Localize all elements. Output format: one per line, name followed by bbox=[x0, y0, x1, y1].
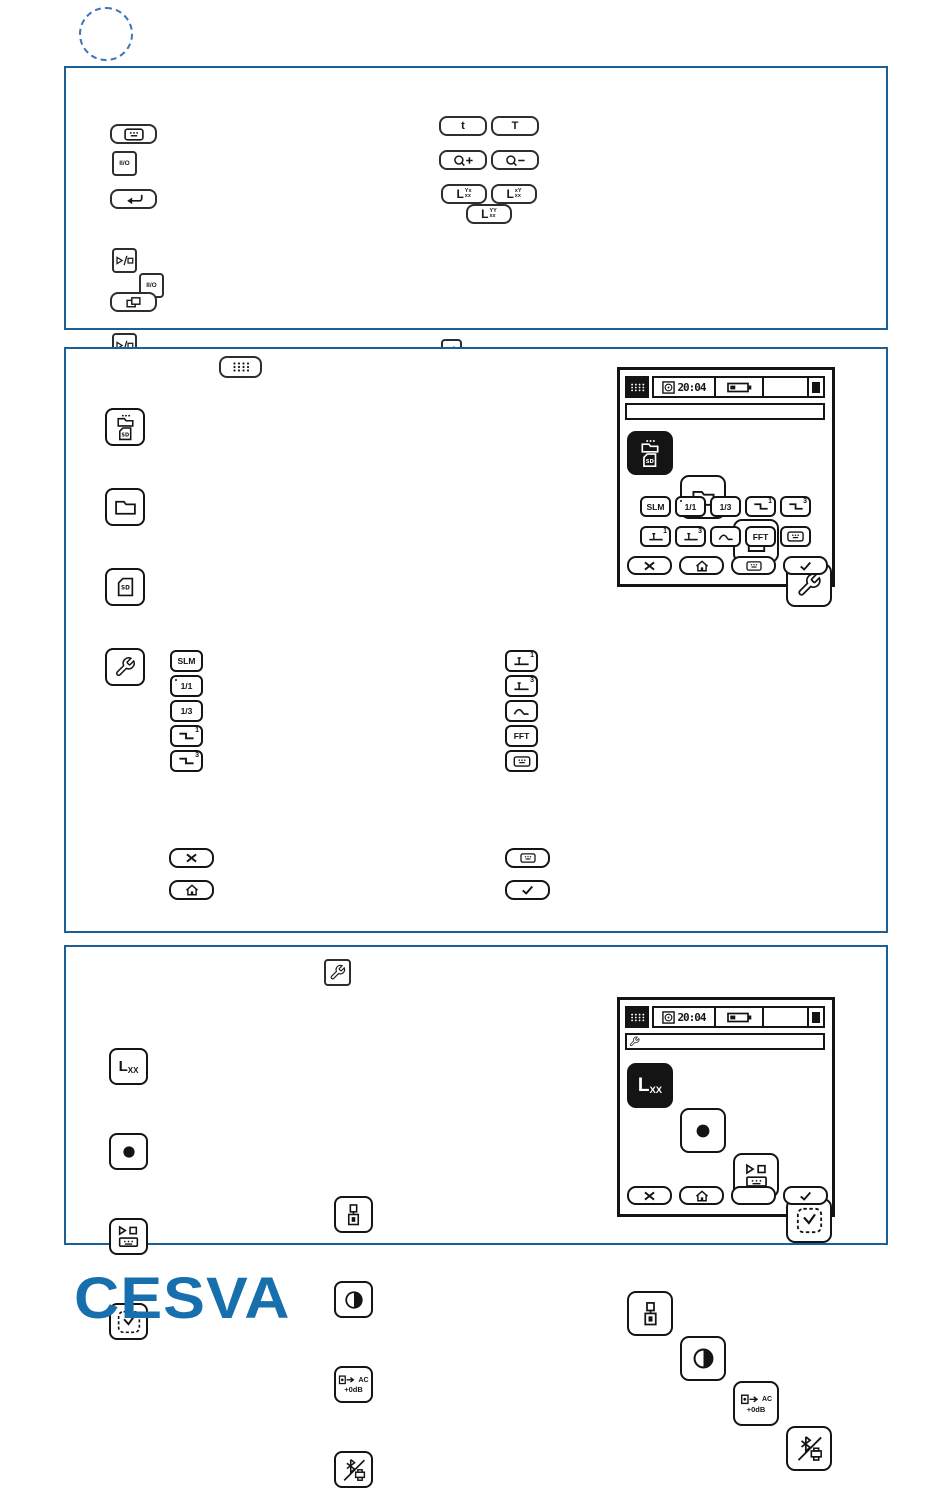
key-slm bbox=[170, 650, 203, 672]
microphone-icon bbox=[640, 1301, 661, 1327]
lxx-key-3 bbox=[466, 204, 512, 224]
step-signal-icon bbox=[178, 756, 195, 766]
folder-sd-icon bbox=[639, 439, 661, 468]
icon-lxx bbox=[109, 1048, 148, 1085]
step-signal-icon bbox=[753, 502, 769, 511]
t-small-label: t bbox=[461, 120, 465, 132]
status-battery bbox=[716, 1008, 764, 1026]
bluetooth-printer-slash-icon bbox=[342, 1458, 366, 1482]
status-battery bbox=[716, 378, 764, 396]
display-icon bbox=[787, 531, 804, 542]
lxx-key-bot: xx bbox=[514, 193, 521, 199]
screen-display-button bbox=[731, 556, 776, 575]
key-wave bbox=[505, 700, 538, 722]
db-label: +0dB bbox=[746, 1404, 766, 1414]
db-label: +0dB bbox=[344, 1385, 363, 1394]
power-key bbox=[112, 151, 137, 176]
screen-tile-microphone bbox=[627, 1291, 673, 1336]
lxx-key-2 bbox=[491, 184, 537, 204]
play-stop-display-icon bbox=[743, 1163, 770, 1188]
dots-grid-icon bbox=[630, 382, 645, 393]
octave-1-1-label: 1/1 bbox=[180, 681, 193, 691]
screen-ok-button bbox=[783, 556, 828, 575]
screen-blank-button bbox=[731, 1186, 776, 1205]
icon-contrast bbox=[334, 1281, 373, 1318]
t-big-label: T bbox=[511, 120, 519, 132]
screen-title-bar bbox=[625, 1033, 825, 1050]
cancel-button bbox=[169, 848, 214, 868]
status-menu-tile bbox=[625, 376, 649, 398]
menu-key bbox=[219, 356, 262, 378]
clock-icon bbox=[662, 381, 675, 394]
key-display bbox=[505, 750, 538, 772]
play-stop-key-a bbox=[112, 248, 137, 273]
cesva-logo: CESVA bbox=[74, 1266, 291, 1331]
display-icon bbox=[746, 561, 762, 571]
zoom-out-key bbox=[491, 150, 539, 170]
page-number-circle bbox=[79, 7, 133, 61]
wrench-icon bbox=[629, 1036, 640, 1047]
screen-tile-calibration bbox=[733, 1381, 779, 1426]
display-button bbox=[505, 848, 550, 868]
display-icon bbox=[124, 128, 144, 141]
stop-square-icon bbox=[812, 382, 820, 393]
status-spacer bbox=[764, 378, 807, 396]
display-icon bbox=[513, 756, 531, 767]
icon-sd-card bbox=[105, 568, 145, 606]
icon-microphone bbox=[334, 1196, 373, 1233]
octave-1-3-label: 1/3 bbox=[719, 501, 732, 512]
status-time: 20:04 bbox=[677, 380, 706, 394]
x-icon bbox=[643, 1191, 656, 1201]
screen-key-step-1 bbox=[745, 496, 776, 517]
screen-home-button bbox=[679, 1186, 724, 1205]
lxx-main: L bbox=[118, 1058, 128, 1075]
enter-key bbox=[110, 189, 157, 209]
lxx-key-bot: xx bbox=[489, 213, 496, 219]
key-octave-1-1 bbox=[170, 675, 203, 697]
icon-bluetooth-printer-off bbox=[334, 1451, 373, 1488]
screen-title-bar bbox=[625, 403, 825, 420]
play-stop-display-icon bbox=[116, 1225, 141, 1248]
ac-label: AC bbox=[358, 1376, 369, 1384]
ok-button bbox=[505, 880, 550, 900]
lxx-sub: XX bbox=[127, 1065, 139, 1075]
home-icon bbox=[695, 1190, 709, 1202]
contrast-icon bbox=[692, 1347, 715, 1370]
status-clock bbox=[654, 378, 716, 396]
calibration-rows bbox=[338, 1375, 368, 1394]
t-small-key bbox=[439, 116, 487, 136]
lxx-key-main: L bbox=[506, 187, 514, 201]
digit-label: 1 bbox=[768, 498, 772, 505]
record-dot-icon bbox=[122, 1145, 136, 1159]
mic-to-ac-icon bbox=[740, 1394, 761, 1405]
dot-mark bbox=[175, 679, 178, 682]
status-spacer bbox=[764, 1008, 807, 1026]
sd-card-icon bbox=[117, 577, 134, 597]
screen-key-display bbox=[780, 526, 811, 547]
x-icon bbox=[185, 853, 198, 863]
t-big-key bbox=[491, 116, 539, 136]
clock-icon bbox=[662, 1011, 675, 1024]
folder-icon bbox=[114, 498, 137, 516]
key-step-3 bbox=[170, 750, 203, 772]
zoom-in-icon bbox=[452, 154, 474, 167]
screen-tile-lxx bbox=[627, 1063, 673, 1108]
bluetooth-printer-slash-icon bbox=[796, 1435, 823, 1462]
power-key-label: II/O bbox=[119, 160, 130, 167]
lxx-key-bot: xx bbox=[464, 193, 471, 199]
windows-icon bbox=[125, 296, 142, 309]
key-fft bbox=[505, 725, 538, 747]
screen-key-slm bbox=[640, 496, 671, 517]
x-icon bbox=[643, 561, 656, 571]
octave-1-3-label: 1/3 bbox=[180, 706, 193, 716]
fft-label: FFT bbox=[513, 731, 530, 741]
check-icon bbox=[799, 1191, 812, 1201]
screen-key-step-3 bbox=[780, 496, 811, 517]
screen-tile-contrast bbox=[680, 1336, 726, 1381]
screen-ok-button bbox=[783, 1186, 828, 1205]
lxx-key-1 bbox=[441, 184, 487, 204]
display-key bbox=[110, 124, 157, 144]
digit-label: 3 bbox=[195, 752, 199, 759]
timer-clock-icon bbox=[796, 1207, 823, 1234]
calibration-rows bbox=[740, 1394, 772, 1414]
setup-key bbox=[324, 959, 351, 986]
wave-icon bbox=[513, 706, 530, 716]
screen-tile-record bbox=[680, 1108, 726, 1153]
screen-cancel-button bbox=[627, 1186, 672, 1205]
status-menu-tile bbox=[625, 1006, 649, 1028]
wrench-icon bbox=[329, 964, 346, 981]
key-impulse-3 bbox=[505, 675, 538, 697]
key-impulse-1 bbox=[505, 650, 538, 672]
check-icon bbox=[799, 561, 812, 571]
lxx-key-main: L bbox=[481, 207, 489, 221]
lxx-key-stack bbox=[490, 209, 497, 219]
slm-label: SLM bbox=[177, 656, 196, 666]
icon-calibration bbox=[334, 1366, 373, 1403]
digit-label: 1 bbox=[663, 528, 667, 535]
icon-setup bbox=[105, 648, 145, 686]
battery-icon bbox=[726, 1011, 753, 1024]
screen-key-octave-1-1 bbox=[675, 496, 706, 517]
enter-arrow-icon bbox=[124, 193, 144, 205]
lxx-sub: XX bbox=[649, 1084, 663, 1096]
key-step-1 bbox=[170, 725, 203, 747]
screen-cancel-button bbox=[627, 556, 672, 575]
lxx-key-top: YY bbox=[489, 208, 497, 214]
screen-tile-bluetooth-printer-off bbox=[786, 1426, 832, 1471]
digit-label: 1 bbox=[195, 727, 199, 734]
dots-grid-icon bbox=[232, 361, 250, 373]
status-clock bbox=[654, 1008, 716, 1026]
slm-label: SLM bbox=[646, 501, 665, 512]
section-menu bbox=[64, 347, 888, 933]
section-general-keys bbox=[64, 66, 888, 330]
stop-square-icon bbox=[812, 1012, 820, 1023]
microphone-icon bbox=[344, 1203, 363, 1227]
power-key-label: II/O bbox=[146, 282, 157, 289]
wave-icon bbox=[718, 532, 734, 541]
lcd-screen-menu bbox=[617, 367, 835, 587]
screen-key-octave-1-3 bbox=[710, 496, 741, 517]
step-signal-icon bbox=[788, 502, 804, 511]
digit-label: 3 bbox=[803, 498, 807, 505]
lxx-key-stack bbox=[515, 189, 522, 199]
icon-play-stop-display bbox=[109, 1218, 148, 1255]
record-dot-icon bbox=[695, 1123, 711, 1139]
battery-icon bbox=[726, 381, 753, 394]
zoom-out-icon bbox=[504, 154, 526, 167]
lxx-key-top: Yx bbox=[464, 188, 472, 194]
icon-record bbox=[109, 1133, 148, 1170]
digit-label: 3 bbox=[698, 528, 702, 535]
wrench-icon bbox=[114, 656, 136, 678]
status-stop-indicator bbox=[807, 1008, 823, 1026]
step-signal-icon bbox=[178, 731, 195, 741]
lxx-main: L bbox=[637, 1074, 650, 1096]
key-octave-1-3 bbox=[170, 700, 203, 722]
display-icon bbox=[520, 853, 536, 863]
impulse-icon bbox=[683, 532, 699, 541]
wrench-icon bbox=[796, 572, 822, 598]
status-bar bbox=[652, 376, 825, 398]
contrast-icon bbox=[344, 1290, 364, 1310]
lxx-key-stack bbox=[465, 189, 472, 199]
lxx-key-top: xY bbox=[514, 188, 522, 194]
icon-folder bbox=[105, 488, 145, 526]
lxx-key-main: L bbox=[456, 187, 464, 201]
screen-key-fft bbox=[745, 526, 776, 547]
dots-grid-icon bbox=[630, 1012, 645, 1023]
screen-key-impulse-1 bbox=[640, 526, 671, 547]
ac-label: AC bbox=[761, 1395, 773, 1403]
home-button bbox=[169, 880, 214, 900]
windows-key bbox=[110, 292, 157, 312]
status-time: 20:04 bbox=[677, 1010, 706, 1024]
octave-1-1-label: 1/1 bbox=[684, 501, 697, 512]
home-icon bbox=[185, 884, 199, 896]
impulse-icon bbox=[648, 532, 664, 541]
play-stop-icon bbox=[115, 255, 134, 266]
screen-tile-file-manager bbox=[627, 431, 673, 475]
impulse-icon bbox=[513, 681, 530, 691]
screen-key-wave bbox=[710, 526, 741, 547]
icon-file-manager bbox=[105, 408, 145, 446]
digit-label: 3 bbox=[530, 677, 534, 684]
mic-to-ac-icon bbox=[338, 1375, 357, 1385]
lcd-screen-setup bbox=[617, 997, 835, 1414]
home-icon bbox=[695, 560, 709, 572]
digit-label: 1 bbox=[530, 652, 534, 659]
status-stop-indicator bbox=[807, 378, 823, 396]
dot-mark bbox=[680, 500, 683, 503]
folder-sd-icon bbox=[115, 414, 136, 441]
screen-home-button bbox=[679, 556, 724, 575]
check-icon bbox=[521, 885, 534, 895]
status-bar bbox=[652, 1006, 825, 1028]
fft-label: FFT bbox=[752, 531, 769, 542]
zoom-in-key bbox=[439, 150, 487, 170]
impulse-icon bbox=[513, 656, 530, 666]
screen-key-impulse-3 bbox=[675, 526, 706, 547]
